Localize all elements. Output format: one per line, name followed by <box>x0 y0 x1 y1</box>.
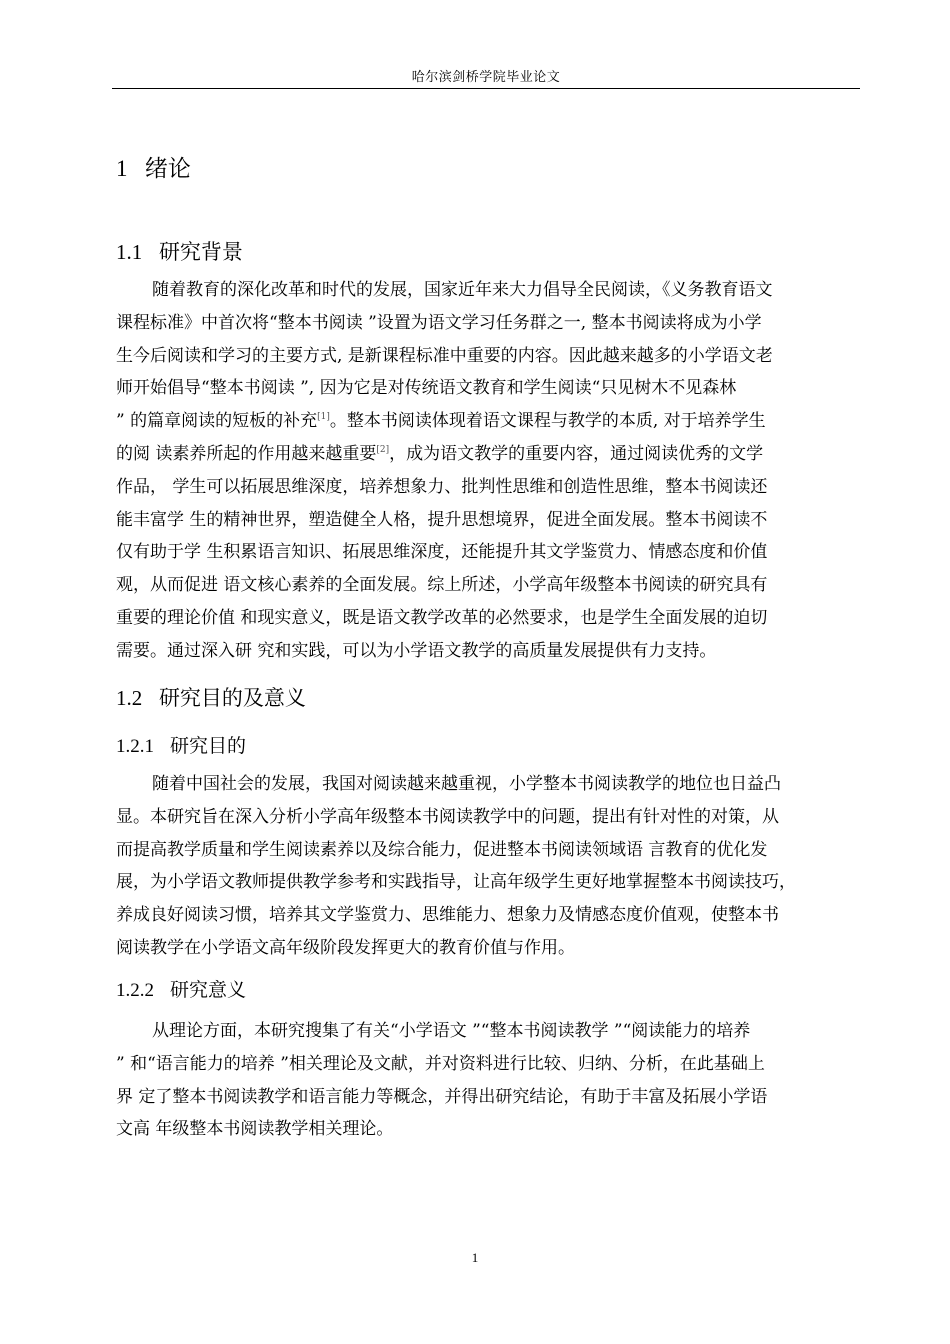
page-header: 哈尔滨剑桥学院毕业论文 <box>411 70 561 85</box>
subsection-title: 研究目的 <box>170 735 247 757</box>
paragraph-line: 从理论方面，本研究搜集了有关“小学语文 ”“整本书阅读教学 ”“阅读能力的培养 <box>152 1021 751 1041</box>
paragraph-text: 。整本书阅读体现着语文课程与教学的本质, 对于培养学生 <box>329 411 766 432</box>
section-title: 研究目的及意义 <box>158 686 306 710</box>
paragraph-line: 观，从而促进 语文核心素养的全面发展。综上所述，小学高年级整本书阅读的研究具有 <box>116 575 768 596</box>
section-number: 1.1 <box>116 240 143 264</box>
paragraph-line: 仅有助于学 生积累语言知识、拓展思维深度，还能提升其文学鉴赏力、情感态度和价值 <box>116 542 768 563</box>
paragraph-line: 需要。通过深入研 究和实践，可以为小学语文教学的高质量发展提供有力支持。 <box>116 640 717 661</box>
citation-ref-2[interactable]: [2] <box>376 444 390 455</box>
paragraph-text: 的阅 读素养所起的作用越来越重要 <box>116 443 377 464</box>
section-heading-1-1 <box>116 236 243 266</box>
paragraph-line: ” 和“语言能力的培养 ”相关理论及文献，并对资料进行比较、归纳、分析，在此基础上 <box>116 1053 765 1074</box>
paragraph-research-significance <box>116 1015 862 1146</box>
page-number: 1 <box>471 1250 479 1265</box>
paragraph-line: 随着中国社会的发展，我国对阅读越来越重视，小学整本书阅读教学的地位也日益凸 <box>152 774 781 794</box>
section-number: 1.2 <box>116 686 143 710</box>
paragraph-line: 能丰富学 生的精神世界，塑造健全人格，提升思想境界，促进全面发展。整本书阅读不 <box>116 509 768 530</box>
paragraph-research-background <box>116 274 862 668</box>
paragraph-line: 文高 年级整本书阅读教学相关理论。 <box>116 1119 394 1140</box>
citation-ref-1[interactable]: [1] <box>317 412 330 423</box>
paragraph-line: 界 定了整本书阅读教学和语言能力等概念，并得出研究结论，有助于丰富及拓展小学语 <box>116 1086 768 1107</box>
subsection-heading-1-2-2 <box>116 975 246 1002</box>
subsection-number: 1.2.1 <box>116 736 154 757</box>
header-rule <box>112 88 860 89</box>
subsection-title: 研究意义 <box>170 979 247 1001</box>
section-title: 研究背景 <box>158 240 243 264</box>
paragraph-line: 随着教育的深化改革和时代的发展，国家近年来大力倡导全民阅读，《义务教育语文 <box>152 280 773 300</box>
paragraph-line: 师开始倡导“整本书阅读 ”, 因为它是对传统语文教育和学生阅读“只见树木不见森林 <box>116 378 737 399</box>
paragraph-line: 展，为小学语文教师提供教学参考和实践指导，让高年级学生更好地掌握整本书阅读技巧， <box>116 872 796 893</box>
paragraph-text: ，成为语文教学的重要内容，通过阅读优秀的文学 <box>389 443 764 464</box>
paragraph-line <box>116 405 862 438</box>
paragraph-line: 养成良好阅读习惯，培养其文学鉴赏力、思维能力、想象力及情感态度价值观，使整本书 <box>116 905 779 926</box>
paragraph-line <box>116 438 862 471</box>
paragraph-line: 课程标准》中首次将“整本书阅读 ”设置为语文学习任务群之一, 整本书阅读将成为小学 <box>116 312 762 333</box>
paragraph-line: 重要的理论价值 和现实意义，既是语文教学改革的必然要求，也是学生全面发展的迫切 <box>116 607 768 628</box>
section-heading-1-2 <box>116 682 306 712</box>
subsection-number: 1.2.2 <box>116 980 154 1001</box>
paragraph-text: ” 的篇章阅读的短板的补充 <box>116 411 318 432</box>
paragraph-line: 阅读教学在小学语文高年级阶段发挥更大的教育价值与作用。 <box>116 937 575 958</box>
subsection-heading-1-2-1 <box>116 731 246 758</box>
chapter-number: 1 <box>116 156 128 181</box>
paragraph-research-purpose <box>116 768 862 965</box>
paragraph-line: 而提高教学质量和学生阅读素养以及综合能力，促进整本书阅读领域语 言教育的优化发 <box>116 839 768 860</box>
paragraph-line: 显。本研究旨在深入分析小学高年级整本书阅读教学中的问题，提出有针对性的对策，从 <box>116 806 779 827</box>
chapter-title <box>116 150 191 183</box>
chapter-title-text: 绪论 <box>144 156 191 182</box>
paragraph-line: 作品， 学生可以拓展思维深度，培养想象力、批判性思维和创造性思维，整本书阅读还 <box>116 476 768 497</box>
paragraph-line: 生今后阅读和学习的主要方式, 是新课程标准中重要的内容。因此越来越多的小学语文老 <box>116 345 773 366</box>
